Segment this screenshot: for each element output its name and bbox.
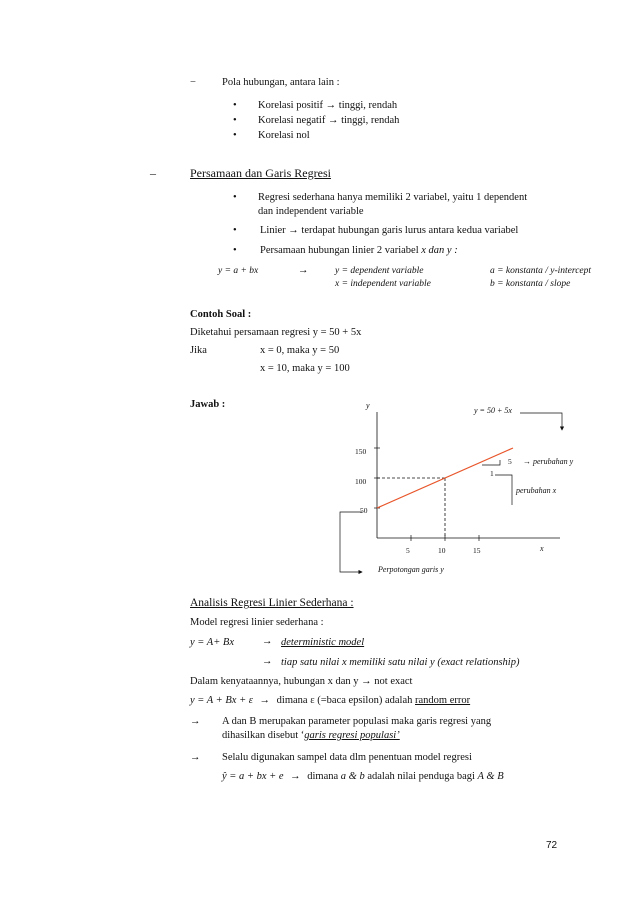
x-definition: x = independent variable bbox=[335, 279, 431, 289]
y-axis-label: y bbox=[366, 401, 370, 410]
analisis-heading: Analisis Regresi Linier Sederhana : bbox=[190, 597, 354, 609]
pola-item: Korelasi nol bbox=[258, 130, 310, 141]
equation-3-line: ŷ = a + bx + e → dimana a & b adalah nilai penduga bagi A & B bbox=[222, 771, 504, 782]
x-tick-label: 15 bbox=[473, 546, 481, 555]
formula: y = a + bx bbox=[218, 266, 259, 276]
deterministic-model: deterministic model bbox=[281, 637, 365, 648]
intercept-pointer bbox=[340, 512, 362, 572]
rise-note: → perubahan y bbox=[523, 457, 574, 466]
exact-relationship: tiap satu nilai x memiliki satu nilai y (exact relationship) bbox=[281, 657, 520, 668]
intercept-note: Perpotongan garis y bbox=[378, 565, 444, 574]
x-axis-label: x bbox=[540, 544, 544, 553]
bullet-icon: • bbox=[233, 130, 237, 141]
bullet-text: Regresi sederhana hanya memiliki 2 variabel, yaitu 1 dependent bbox=[258, 192, 528, 203]
pola-item: Korelasi negatif → tinggi, rendah bbox=[258, 115, 400, 126]
run-pointer bbox=[495, 475, 512, 505]
paragraph-2: Selalu digunakan sampel data dlm penentuan model regresi bbox=[222, 752, 472, 763]
paragraph-1-cont: dihasilkan disebut ‘garis regresi populasi’ bbox=[222, 730, 400, 741]
bullet-icon: • bbox=[233, 115, 237, 126]
condition: x = 10, maka y = 100 bbox=[260, 363, 350, 374]
jawab-label: Jawab : bbox=[190, 399, 226, 410]
y-definition: y = dependent variable bbox=[335, 266, 424, 276]
bullet-icon: • bbox=[233, 100, 237, 111]
bullet-text: dan independent variable bbox=[258, 206, 364, 217]
paragraph-1: A dan B merupakan parameter populasi maka garis regresi yang bbox=[222, 716, 492, 727]
run-note: perubahan x bbox=[516, 486, 557, 495]
bullet-icon: • bbox=[233, 245, 237, 256]
x-tick-label: 5 bbox=[406, 546, 410, 555]
pola-title: Pola hubungan, antara lain : bbox=[222, 77, 340, 88]
reality-text: Dalam kenyataannya, hubungan x dan y → not exact bbox=[190, 676, 413, 687]
equation-2-line: y = A + Bx + ε → dimana ε (=baca epsilon) adalah random error bbox=[190, 695, 471, 706]
slope-run: 1 bbox=[490, 469, 494, 478]
page-number: 72 bbox=[546, 840, 558, 851]
pola-item: Korelasi positif → tinggi, rendah bbox=[258, 100, 398, 111]
arrow-icon: → bbox=[262, 656, 273, 667]
pola-dash: − bbox=[190, 77, 196, 88]
bullet-icon: • bbox=[233, 192, 237, 203]
a-definition: a = konstanta / y-intercept bbox=[490, 266, 592, 276]
bullet-text: Linier → terdapat hubungan garis lurus antara kedua variabel bbox=[260, 225, 519, 236]
condition: x = 0, maka y = 50 bbox=[260, 345, 340, 356]
equation-label: y = 50 + 5x bbox=[474, 406, 512, 415]
model-title: Model regresi linier sederhana : bbox=[190, 617, 324, 628]
arrow-icon: → bbox=[262, 636, 273, 647]
arrow-icon: → bbox=[298, 265, 309, 276]
arrow-icon: → bbox=[190, 752, 201, 763]
y-tick-label: 50 bbox=[360, 506, 368, 515]
b-definition: b = konstanta / slope bbox=[490, 279, 571, 289]
equation-pointer bbox=[520, 413, 562, 430]
contoh-line: Diketahui persamaan regresi y = 50 + 5x bbox=[190, 327, 362, 338]
contoh-heading: Contoh Soal : bbox=[190, 309, 252, 320]
x-tick-label: 10 bbox=[438, 546, 446, 555]
arrow-icon: → bbox=[190, 716, 201, 727]
bullet-icon: • bbox=[233, 225, 237, 236]
equation-1: y = A+ Bx bbox=[190, 637, 235, 648]
bullet-text: Persamaan hubungan linier 2 variabel x dan y : bbox=[260, 245, 458, 256]
slope-rise: 5 bbox=[508, 457, 512, 466]
section-heading: Persamaan dan Garis Regresi bbox=[190, 166, 331, 180]
y-tick-label: 150 bbox=[355, 447, 367, 456]
y-tick-label: 100 bbox=[355, 477, 367, 486]
jika-label: Jika bbox=[190, 345, 207, 356]
section-dash: – bbox=[150, 166, 156, 180]
